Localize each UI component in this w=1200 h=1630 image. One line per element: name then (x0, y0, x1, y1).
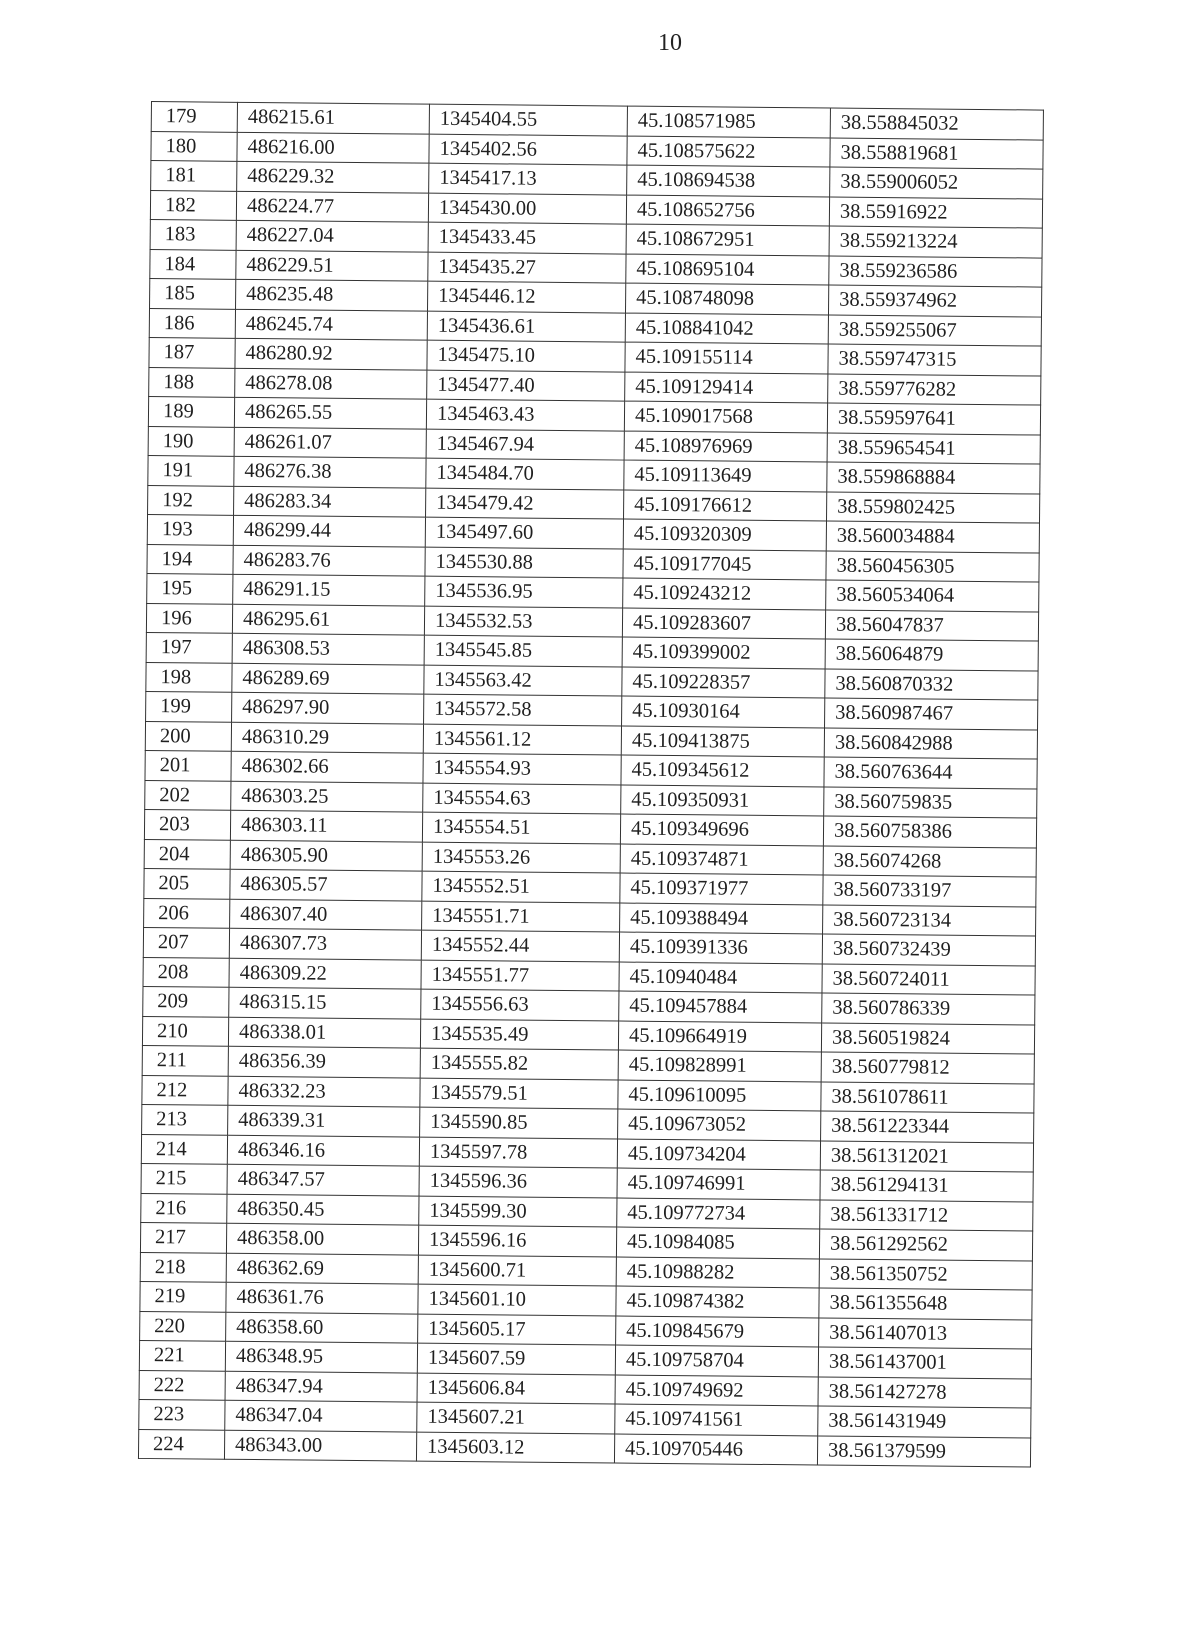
y-coordinate-cell: 1345596.16 (418, 1225, 616, 1256)
longitude-cell: 38.560733197 (823, 875, 1036, 907)
latitude-cell: 45.109664919 (618, 1021, 821, 1052)
latitude-cell: 45.10984085 (616, 1227, 819, 1258)
latitude-cell: 45.109845679 (616, 1316, 819, 1347)
point-number-cell: 184 (150, 249, 236, 279)
latitude-cell: 45.109610095 (618, 1080, 821, 1111)
longitude-cell: 38.561379599 (817, 1435, 1030, 1467)
longitude-cell: 38.561223344 (821, 1111, 1034, 1143)
latitude-cell: 45.109320309 (623, 519, 826, 550)
y-coordinate-cell: 1345530.88 (425, 547, 623, 578)
longitude-cell: 38.559868884 (827, 462, 1040, 494)
y-coordinate-cell: 1345572.58 (424, 694, 622, 725)
y-coordinate-cell: 1345553.26 (422, 842, 620, 873)
x-coordinate-cell: 486338.01 (228, 1017, 420, 1048)
latitude-cell: 45.109228357 (622, 667, 825, 698)
latitude-cell: 45.109345612 (621, 755, 824, 786)
x-coordinate-cell: 486229.51 (236, 250, 428, 281)
point-number-cell: 219 (140, 1281, 226, 1311)
longitude-cell: 38.561407013 (819, 1317, 1032, 1349)
y-coordinate-cell: 1345554.63 (423, 783, 621, 814)
longitude-cell: 38.560732439 (822, 934, 1035, 966)
point-number-cell: 200 (145, 721, 231, 751)
point-number-cell: 222 (139, 1370, 225, 1400)
longitude-cell: 38.560034884 (826, 521, 1039, 553)
latitude-cell: 45.109734204 (617, 1139, 820, 1170)
point-number-cell: 211 (142, 1045, 228, 1075)
x-coordinate-cell: 486261.07 (234, 427, 426, 458)
y-coordinate-cell: 1345552.44 (421, 930, 619, 961)
x-coordinate-cell: 486283.76 (233, 545, 425, 576)
point-number-cell: 182 (150, 190, 236, 220)
y-coordinate-cell: 1345597.78 (419, 1137, 617, 1168)
point-number-cell: 189 (148, 396, 234, 426)
x-coordinate-cell: 486346.16 (227, 1135, 419, 1166)
longitude-cell: 38.558845032 (830, 108, 1043, 140)
longitude-cell: 38.56047837 (825, 609, 1038, 641)
y-coordinate-cell: 1345552.51 (422, 871, 620, 902)
y-coordinate-cell: 1345484.70 (426, 458, 624, 489)
latitude-cell: 45.108841042 (625, 313, 828, 344)
y-coordinate-cell: 1345607.59 (417, 1343, 615, 1374)
latitude-cell: 45.108672951 (626, 224, 829, 255)
x-coordinate-cell: 486308.53 (232, 633, 424, 664)
y-coordinate-cell: 1345475.10 (427, 340, 625, 371)
y-coordinate-cell: 1345599.30 (419, 1196, 617, 1227)
point-number-cell: 199 (146, 691, 232, 721)
longitude-cell: 38.559654541 (827, 433, 1040, 465)
x-coordinate-cell: 486358.60 (226, 1312, 418, 1343)
x-coordinate-cell: 486224.77 (236, 191, 428, 222)
point-number-cell: 210 (142, 1016, 228, 1046)
point-number-cell: 203 (144, 809, 230, 839)
latitude-cell: 45.108748098 (625, 283, 828, 314)
latitude-cell: 45.109874382 (616, 1286, 819, 1317)
y-coordinate-cell: 1345601.10 (418, 1284, 616, 1315)
y-coordinate-cell: 1345446.12 (428, 281, 626, 312)
latitude-cell: 45.109017568 (624, 401, 827, 432)
x-coordinate-cell: 486278.08 (235, 368, 427, 399)
longitude-cell: 38.560759835 (824, 786, 1037, 818)
latitude-cell: 45.108694538 (627, 165, 830, 196)
longitude-cell: 38.559776282 (828, 374, 1041, 406)
longitude-cell: 38.560758386 (823, 816, 1036, 848)
x-coordinate-cell: 486289.69 (232, 663, 424, 694)
y-coordinate-cell: 1345430.00 (428, 193, 626, 224)
longitude-cell: 38.561355648 (819, 1288, 1032, 1320)
point-number-cell: 194 (147, 544, 233, 574)
y-coordinate-cell: 1345607.21 (417, 1402, 615, 1433)
point-number-cell: 220 (140, 1311, 226, 1341)
point-number-cell: 201 (145, 750, 231, 780)
point-number-cell: 207 (143, 927, 229, 957)
x-coordinate-cell: 486358.00 (226, 1223, 418, 1254)
latitude-cell: 45.109388494 (620, 903, 823, 934)
y-coordinate-cell: 1345536.95 (425, 576, 623, 607)
latitude-cell: 45.109243212 (623, 578, 826, 609)
latitude-cell: 45.109749692 (615, 1375, 818, 1406)
longitude-cell: 38.561331712 (820, 1199, 1033, 1231)
point-number-cell: 198 (146, 662, 232, 692)
x-coordinate-cell: 486291.15 (233, 574, 425, 605)
y-coordinate-cell: 1345554.51 (422, 812, 620, 843)
x-coordinate-cell: 486362.69 (226, 1253, 418, 1284)
longitude-cell: 38.560786339 (822, 993, 1035, 1025)
x-coordinate-cell: 486299.44 (233, 515, 425, 546)
latitude-cell: 45.108571985 (627, 106, 830, 137)
longitude-cell: 38.561312021 (820, 1140, 1033, 1172)
latitude-cell: 45.109176612 (624, 490, 827, 521)
latitude-cell: 45.109828991 (618, 1050, 821, 1081)
latitude-cell: 45.109758704 (615, 1345, 818, 1376)
x-coordinate-cell: 486302.66 (231, 751, 423, 782)
point-number-cell: 215 (141, 1163, 227, 1193)
longitude-cell: 38.561431949 (818, 1406, 1031, 1438)
point-number-cell: 214 (141, 1134, 227, 1164)
y-coordinate-cell: 1345463.43 (426, 399, 624, 430)
x-coordinate-cell: 486215.61 (237, 102, 429, 133)
latitude-cell: 45.109741561 (615, 1404, 818, 1435)
point-number-cell: 202 (145, 780, 231, 810)
x-coordinate-cell: 486245.74 (235, 309, 427, 340)
latitude-cell: 45.109349696 (620, 814, 823, 845)
y-coordinate-cell: 1345404.55 (429, 104, 627, 135)
point-number-cell: 216 (141, 1193, 227, 1223)
y-coordinate-cell: 1345554.93 (423, 753, 621, 784)
x-coordinate-cell: 486303.11 (230, 810, 422, 841)
longitude-cell: 38.561350752 (819, 1258, 1032, 1290)
latitude-cell: 45.109155114 (625, 342, 828, 373)
y-coordinate-cell: 1345596.36 (419, 1166, 617, 1197)
x-coordinate-cell: 486283.34 (234, 486, 426, 517)
x-coordinate-cell: 486307.73 (229, 928, 421, 959)
y-coordinate-cell: 1345606.84 (417, 1373, 615, 1404)
point-number-cell: 193 (147, 514, 233, 544)
longitude-cell: 38.559747315 (828, 344, 1041, 376)
y-coordinate-cell: 1345467.94 (426, 429, 624, 460)
y-coordinate-cell: 1345479.42 (426, 488, 624, 519)
y-coordinate-cell: 1345532.53 (424, 606, 622, 637)
longitude-cell: 38.560763644 (824, 757, 1037, 789)
point-number-cell: 188 (149, 367, 235, 397)
x-coordinate-cell: 486305.90 (230, 840, 422, 871)
latitude-cell: 45.109129414 (625, 372, 828, 403)
coordinates-table (138, 101, 1044, 1468)
point-number-cell: 190 (148, 426, 234, 456)
y-coordinate-cell: 1345545.85 (424, 635, 622, 666)
longitude-cell: 38.561292562 (819, 1229, 1032, 1261)
y-coordinate-cell: 1345590.85 (420, 1107, 618, 1138)
latitude-cell: 45.10940484 (619, 962, 822, 993)
x-coordinate-cell: 486216.00 (237, 132, 429, 163)
point-number-cell: 195 (147, 573, 233, 603)
point-number-cell: 197 (146, 632, 232, 662)
longitude-cell: 38.55916922 (829, 197, 1042, 229)
y-coordinate-cell: 1345551.77 (421, 960, 619, 991)
point-number-cell: 221 (139, 1340, 225, 1370)
longitude-cell: 38.560534064 (826, 580, 1039, 612)
x-coordinate-cell: 486309.22 (229, 958, 421, 989)
longitude-cell: 38.560870332 (825, 668, 1038, 700)
longitude-cell: 38.559802425 (826, 492, 1039, 524)
y-coordinate-cell: 1345556.63 (421, 989, 619, 1020)
longitude-cell: 38.561437001 (818, 1347, 1031, 1379)
longitude-cell: 38.558819681 (830, 138, 1043, 170)
point-number-cell: 191 (148, 455, 234, 485)
y-coordinate-cell: 1345561.12 (423, 724, 621, 755)
y-coordinate-cell: 1345402.56 (429, 134, 627, 165)
x-coordinate-cell: 486361.76 (226, 1282, 418, 1313)
longitude-cell: 38.560842988 (824, 727, 1037, 759)
longitude-cell: 38.559255067 (828, 315, 1041, 347)
x-coordinate-cell: 486305.57 (230, 869, 422, 900)
x-coordinate-cell: 486229.32 (237, 161, 429, 192)
point-number-cell: 196 (146, 603, 232, 633)
latitude-cell: 45.108695104 (626, 254, 829, 285)
latitude-cell: 45.109113649 (624, 460, 827, 491)
x-coordinate-cell: 486235.48 (236, 279, 428, 310)
page-number: 10 (658, 30, 682, 56)
y-coordinate-cell: 1345417.13 (429, 163, 627, 194)
x-coordinate-cell: 486307.40 (230, 899, 422, 930)
y-coordinate-cell: 1345555.82 (420, 1048, 618, 1079)
latitude-cell: 45.109457884 (619, 991, 822, 1022)
longitude-cell: 38.560779812 (821, 1052, 1034, 1084)
y-coordinate-cell: 1345605.17 (418, 1314, 616, 1345)
longitude-cell: 38.561427278 (818, 1376, 1031, 1408)
latitude-cell: 45.10988282 (616, 1257, 819, 1288)
x-coordinate-cell: 486332.23 (228, 1076, 420, 1107)
y-coordinate-cell: 1345477.40 (427, 370, 625, 401)
longitude-cell: 38.560987467 (825, 698, 1038, 730)
latitude-cell: 45.109371977 (620, 873, 823, 904)
y-coordinate-cell: 1345535.49 (420, 1019, 618, 1050)
point-number-cell: 183 (150, 219, 236, 249)
x-coordinate-cell: 486227.04 (236, 220, 428, 251)
longitude-cell: 38.56064879 (825, 639, 1038, 671)
latitude-cell: 45.109746991 (617, 1168, 820, 1199)
point-number-cell: 185 (150, 278, 236, 308)
y-coordinate-cell: 1345497.60 (425, 517, 623, 548)
longitude-cell: 38.559006052 (830, 167, 1043, 199)
x-coordinate-cell: 486339.31 (228, 1105, 420, 1136)
longitude-cell: 38.560724011 (822, 963, 1035, 995)
x-coordinate-cell: 486343.00 (224, 1430, 416, 1461)
y-coordinate-cell: 1345579.51 (420, 1078, 618, 1109)
longitude-cell: 38.559597641 (827, 403, 1040, 435)
point-number-cell: 209 (143, 986, 229, 1016)
longitude-cell: 38.560519824 (821, 1022, 1034, 1054)
x-coordinate-cell: 486347.57 (227, 1164, 419, 1195)
x-coordinate-cell: 486265.55 (234, 397, 426, 428)
point-number-cell: 192 (148, 485, 234, 515)
y-coordinate-cell: 1345433.45 (428, 222, 626, 253)
y-coordinate-cell: 1345436.61 (427, 311, 625, 342)
point-number-cell: 205 (144, 868, 230, 898)
x-coordinate-cell: 486347.94 (225, 1371, 417, 1402)
coordinates-table-body (138, 102, 1043, 1468)
point-number-cell: 212 (142, 1075, 228, 1105)
x-coordinate-cell: 486348.95 (225, 1341, 417, 1372)
y-coordinate-cell: 1345551.71 (422, 901, 620, 932)
latitude-cell: 45.109177045 (623, 549, 826, 580)
x-coordinate-cell: 486310.29 (231, 722, 423, 753)
latitude-cell: 45.109374871 (620, 844, 823, 875)
x-coordinate-cell: 486295.61 (232, 604, 424, 635)
point-number-cell: 213 (142, 1104, 228, 1134)
x-coordinate-cell: 486356.39 (228, 1046, 420, 1077)
point-number-cell: 181 (151, 161, 237, 191)
point-number-cell: 180 (151, 131, 237, 161)
longitude-cell: 38.561294131 (820, 1170, 1033, 1202)
y-coordinate-cell: 1345563.42 (424, 665, 622, 696)
longitude-cell: 38.561078611 (821, 1081, 1034, 1113)
x-coordinate-cell: 486347.04 (225, 1400, 417, 1431)
point-number-cell: 206 (144, 898, 230, 928)
x-coordinate-cell: 486280.92 (235, 338, 427, 369)
latitude-cell: 45.109673052 (618, 1109, 821, 1140)
latitude-cell: 45.109350931 (621, 785, 824, 816)
longitude-cell: 38.560723134 (823, 904, 1036, 936)
longitude-cell: 38.560456305 (826, 551, 1039, 583)
y-coordinate-cell: 1345603.12 (416, 1432, 614, 1463)
latitude-cell: 45.10930164 (622, 696, 825, 727)
x-coordinate-cell: 486297.90 (232, 692, 424, 723)
point-number-cell: 187 (149, 337, 235, 367)
latitude-cell: 45.109705446 (614, 1434, 817, 1465)
longitude-cell: 38.56074268 (823, 845, 1036, 877)
point-number-cell: 224 (138, 1429, 224, 1459)
latitude-cell: 45.108575622 (627, 136, 830, 167)
point-number-cell: 204 (144, 839, 230, 869)
x-coordinate-cell: 486276.38 (234, 456, 426, 487)
x-coordinate-cell: 486350.45 (227, 1194, 419, 1225)
x-coordinate-cell: 486303.25 (231, 781, 423, 812)
point-number-cell: 186 (149, 308, 235, 338)
latitude-cell: 45.109283607 (622, 608, 825, 639)
longitude-cell: 38.559213224 (829, 226, 1042, 258)
x-coordinate-cell: 486315.15 (229, 987, 421, 1018)
latitude-cell: 45.109399002 (622, 637, 825, 668)
point-number-cell: 208 (143, 957, 229, 987)
point-number-cell: 217 (140, 1222, 226, 1252)
y-coordinate-cell: 1345600.71 (418, 1255, 616, 1286)
latitude-cell: 45.109772734 (617, 1198, 820, 1229)
latitude-cell: 45.108652756 (626, 195, 829, 226)
longitude-cell: 38.559236586 (829, 256, 1042, 288)
point-number-cell: 218 (140, 1252, 226, 1282)
longitude-cell: 38.559374962 (828, 285, 1041, 317)
point-number-cell: 179 (151, 102, 237, 132)
y-coordinate-cell: 1345435.27 (428, 252, 626, 283)
latitude-cell: 45.109413875 (621, 726, 824, 757)
latitude-cell: 45.109391336 (619, 932, 822, 963)
latitude-cell: 45.108976969 (624, 431, 827, 462)
point-number-cell: 223 (139, 1399, 225, 1429)
